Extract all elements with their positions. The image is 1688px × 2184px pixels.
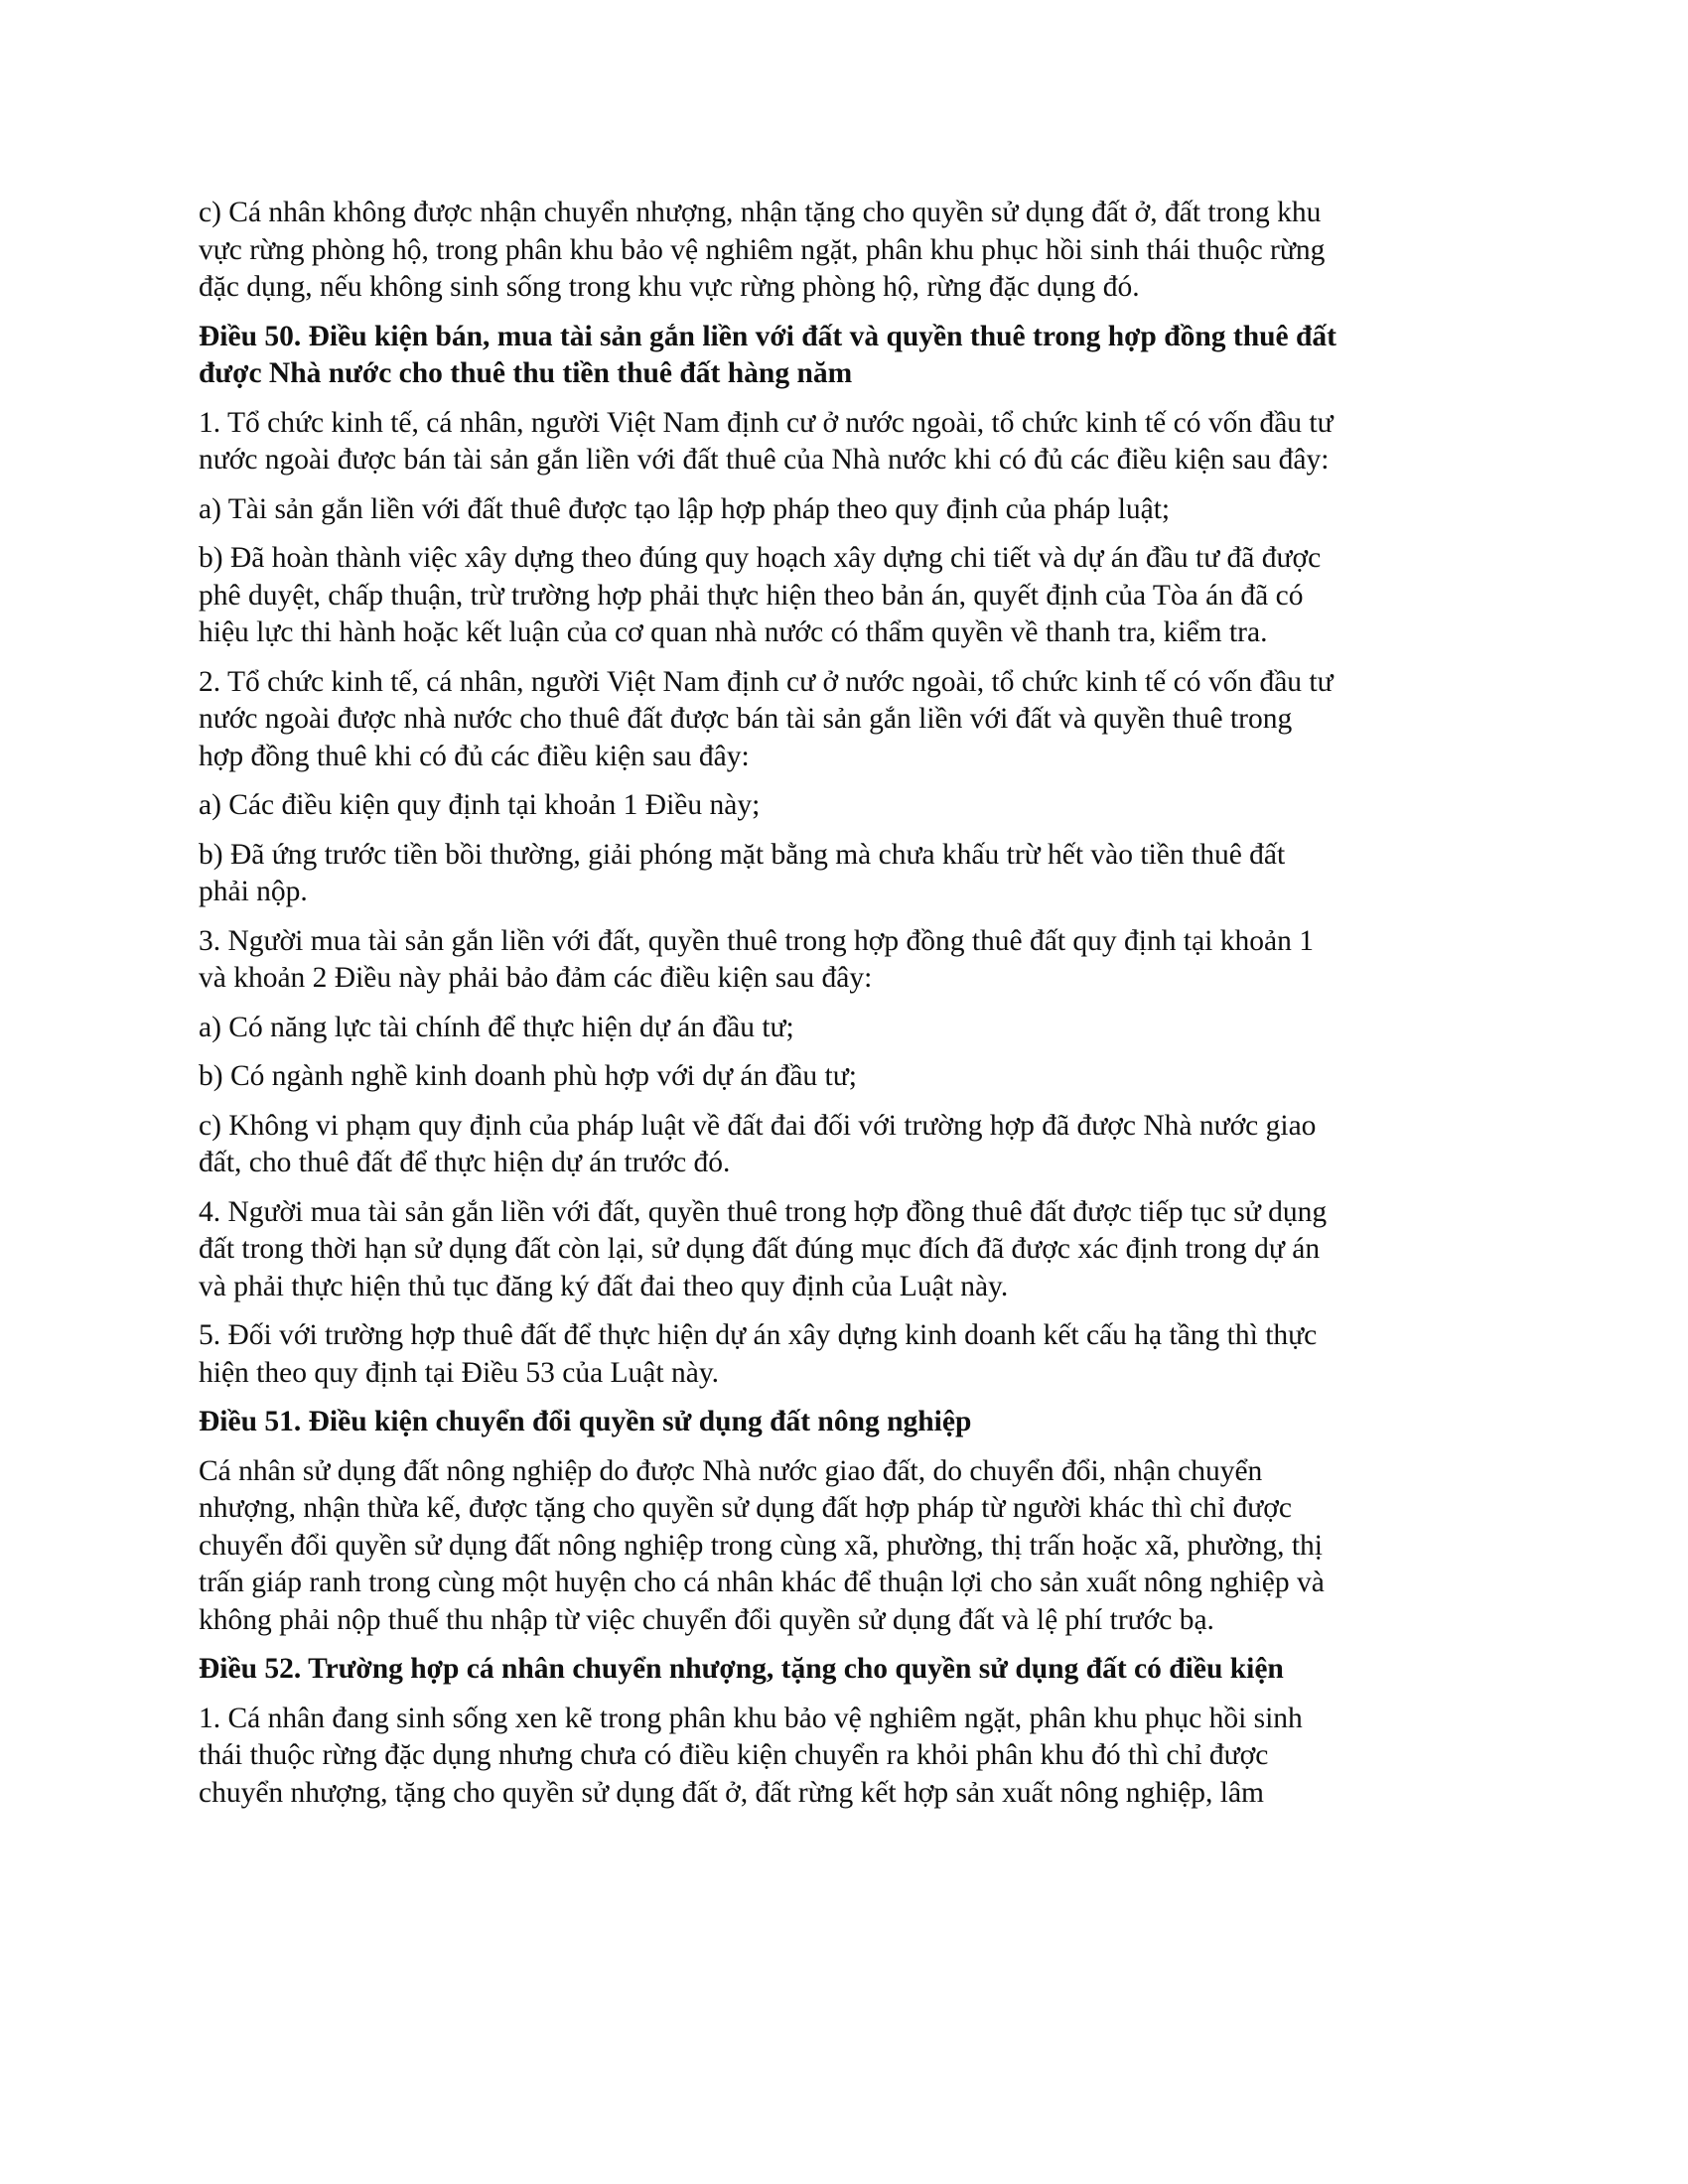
article-50-clause-5: 5. Đối với trường hợp thuê đất để thực hiện dự án xây dựng kinh doanh kết cấu hạ tầng thì thực hiện theo quy định tại Điều 53 của Luật này. [199, 1319, 1318, 1389]
article-52-clause-1: 1. Cá nhân đang sinh sống xen kẽ trong phân khu bảo vệ nghiêm ngặt, phân khu phục hồi sinh thái thuộc rừng đặc dụng nhưng chưa có điều kiện chuyển ra khỏi phân khu đó thì chỉ được chuyển nhượng, tặng cho quyền sử dụng đất ở, đất rừng kết hợp sản xuất nông nghiệp, lâm [199, 1702, 1303, 1809]
document-page [199, 195, 1489, 1824]
article-50-clause-3b: b) Có ngành nghề kinh doanh phù hợp với dự án đầu tư; [199, 1060, 857, 1092]
article-50-heading: Điều 50. Điều kiện bán, mua tài sản gắn liền với đất và quyền thuê trong hợp đồng thuê đất được Nhà nước cho thuê thu tiền thuê đất hàng năm [199, 320, 1336, 389]
clause-c-restriction: c) Cá nhân không được nhận chuyển nhượng, nhận tặng cho quyền sử dụng đất ở, đất trong khu vực rừng phòng hộ, trong phân khu bảo vệ nghiêm ngặt, phân khu phục hồi sinh thái thuộc rừng đặc dụng, nếu không sinh sống trong khu vực rừng phòng hộ, rừng đặc dụng đó. [199, 197, 1326, 303]
article-50-clause-1a: a) Tài sản gắn liền với đất thuê được tạo lập hợp pháp theo quy định của pháp luật; [199, 492, 1171, 525]
article-50-clause-2b: b) Đã ứng trước tiền bồi thường, giải phóng mặt bằng mà chưa khấu trừ hết vào tiền thuê đất phải nộp. [199, 838, 1286, 907]
article-51-body: Cá nhân sử dụng đất nông nghiệp do được Nhà nước giao đất, do chuyển đổi, nhận chuyển nhượng, nhận thừa kế, được tặng cho quyền sử dụng đất hợp pháp từ người khác thì chỉ được chuyển đổi quyền sử dụng đất nông nghiệp trong cùng xã, phường, thị trấn hoặc xã, phường, thị trấn giáp ranh trong cùng một huyện cho cá nhân khác để thuận lợi cho sản xuất nông nghiệp và không phải nộp thuế thu nhập từ việc chuyển đổi quyền sử dụng đất và lệ phí trước bạ. [199, 1454, 1325, 1636]
article-50-clause-3a: a) Có năng lực tài chính để thực hiện dự án đầu tư; [199, 1011, 794, 1043]
article-50-clause-2: 2. Tổ chức kinh tế, cá nhân, người Việt Nam định cư ở nước ngoài, tổ chức kinh tế có vốn đầu tư nước ngoài được nhà nước cho thuê đất được bán tài sản gắn liền với đất và quyền thuê trong hợp đồng thuê khi có đủ các điều kiện sau đây: [199, 665, 1334, 772]
article-50-clause-4: 4. Người mua tài sản gắn liền với đất, quyền thuê trong hợp đồng thuê đất được tiếp tục sử dụng đất trong thời hạn sử dụng đất còn lại, sử dụng đất đúng mục đích đã được xác định trong dự án và phải thực hiện thủ tục đăng ký đất đai theo quy định của Luật này. [199, 1195, 1328, 1302]
article-51-heading: Điều 51. Điều kiện chuyển đổi quyền sử dụng đất nông nghiệp [199, 1406, 972, 1437]
article-50-clause-1: 1. Tổ chức kinh tế, cá nhân, người Việt Nam định cư ở nước ngoài, tổ chức kinh tế có vốn đầu tư nước ngoài được bán tài sản gắn liền với đất thuê của Nhà nước khi có đủ các điều kiện sau đây: [199, 406, 1334, 476]
article-50-clause-3c: c) Không vi phạm quy định của pháp luật về đất đai đối với trường hợp đã được Nhà nước giao đất, cho thuê đất để thực hiện dự án trước đó. [199, 1109, 1317, 1178]
article-50-clause-2a: a) Các điều kiện quy định tại khoản 1 Điều này; [199, 789, 761, 821]
article-50-clause-1b: b) Đã hoàn thành việc xây dựng theo đúng quy hoạch xây dựng chi tiết và dự án đầu tư đã được phê duyệt, chấp thuận, trừ trường hợp phải thực hiện theo bản án, quyết định của Tòa án đã có hiệu lực thi hành hoặc kết luận của cơ quan nhà nước có thẩm quyền về thanh tra, kiểm tra. [199, 542, 1322, 648]
article-52-heading: Điều 52. Trường hợp cá nhân chuyển nhượng, tặng cho quyền sử dụng đất có điều kiện [199, 1653, 1284, 1685]
article-50-clause-3: 3. Người mua tài sản gắn liền với đất, quyền thuê trong hợp đồng thuê đất quy định tại khoản 1 và khoản 2 Điều này phải bảo đảm các điều kiện sau đây: [199, 924, 1314, 994]
